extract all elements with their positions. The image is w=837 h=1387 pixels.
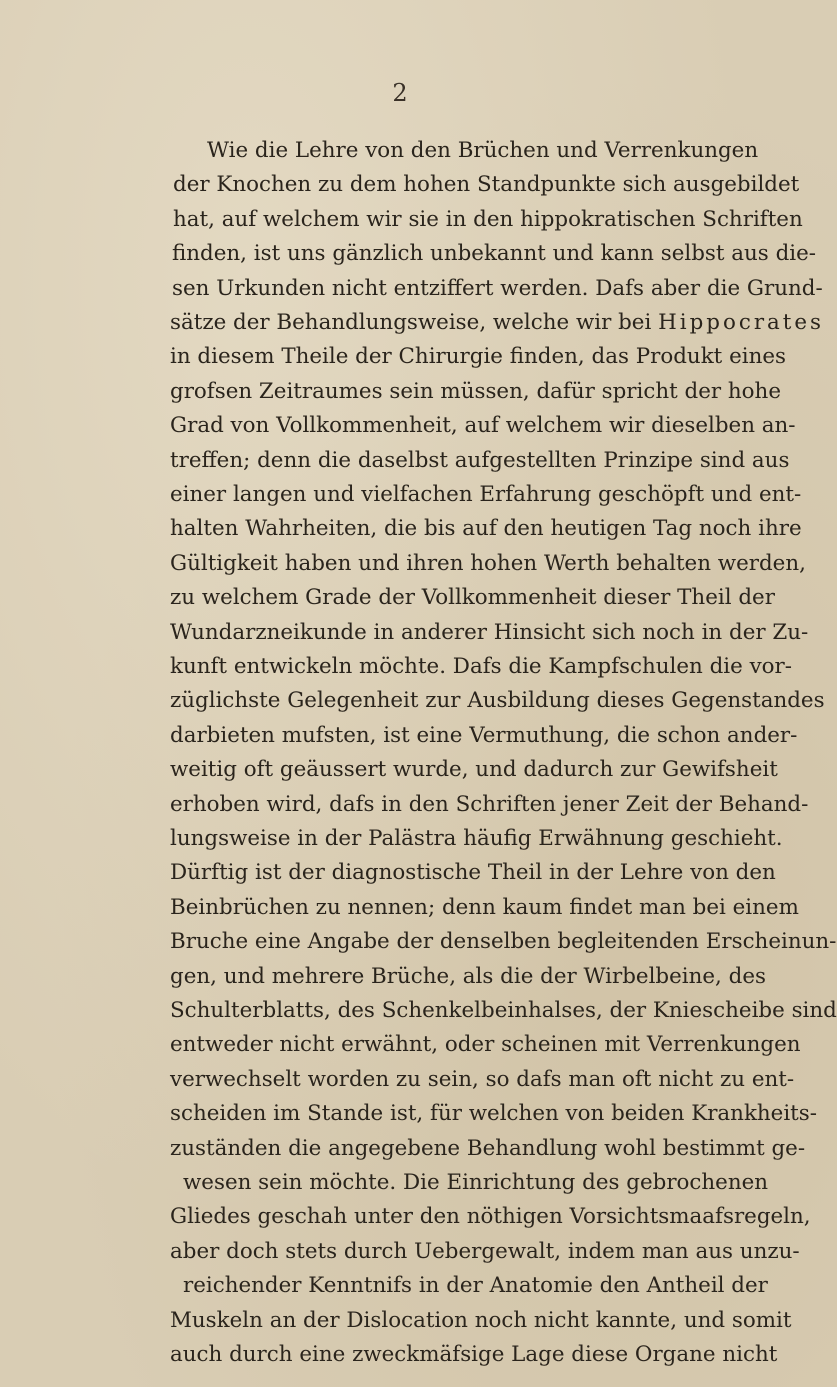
text-line-2: der Knochen zu dem hohen Standpunkte sich ausgebildet xyxy=(173,172,800,198)
text-line-1: Wie die Lehre von den Brüchen und Verrenkungen xyxy=(207,138,759,163)
text-line-3: hat, auf welchem wir sie in den hippokratischen Schriften xyxy=(173,206,803,232)
text-line-26: Schulterblatts, des Schenkelbeinhalses, der Kniescheibe sind xyxy=(170,998,837,1023)
text-line-23: Beinbrüchen zu nennen; denn kaum findet man bei einem xyxy=(170,894,799,920)
text-line-30: zuständen die angegebene Behandlung wohl bestimmt ge- xyxy=(170,1135,806,1161)
text-line-18: darbieten mufsten, ist eine Vermuthung, die schon ander- xyxy=(170,722,798,748)
text-line-6 xyxy=(170,306,824,340)
page-number: 2 xyxy=(392,79,408,107)
text-line-11: einer langen und vielfachen Erfahrung geschöpft und ent- xyxy=(170,482,802,507)
text-line-31: wesen sein möchte. Die Einrichtung des gebrochenen xyxy=(183,1170,769,1195)
text-line-27: entweder nicht erwähnt, oder scheinen mit Verrenkungen xyxy=(170,1032,801,1058)
text-line-35: Muskeln an der Dislocation noch nicht kannte, und somit xyxy=(170,1307,792,1333)
text-line-36: auch durch eine zweckmäfsige Lage diese Organe nicht xyxy=(170,1342,778,1367)
text-line-12: halten Wahrheiten, die bis auf den heutigen Tag noch ihre xyxy=(170,516,802,542)
text-line-10: treffen; denn die daselbst aufgestellten Prinzipe sind aus xyxy=(170,447,790,473)
text-line-34: reichender Kenntnifs in der Anatomie den Antheil der xyxy=(183,1273,768,1299)
text-line-21: lungsweise in der Palästra häufig Erwähnung geschieht. xyxy=(170,826,783,851)
text-line-4: finden, ist uns gänzlich unbekannt und kann selbst aus die- xyxy=(172,241,816,267)
text-line-13: Gültigkeit haben und ihren hohen Werth behalten werden, xyxy=(170,550,806,576)
text-line-17: züglichste Gelegenheit zur Ausbildung dieses Gegenstandes xyxy=(170,688,825,714)
text-line-15: Wundarzneikunde in anderer Hinsicht sich noch in der Zu- xyxy=(170,619,809,645)
text-line-5: sen Urkunden nicht entziffert werden. Dafs aber die Grund- xyxy=(172,275,823,301)
text-line-32: Gliedes geschah unter den nöthigen Vorsichtsmaafsregeln, xyxy=(170,1204,811,1230)
text-line-25: gen, und mehrere Brüche, als die der Wirbelbeine, des xyxy=(170,963,766,989)
text-line-19: weitig oft geäussert wurde, und dadurch zur Gewifsheit xyxy=(170,757,778,783)
text-line-7: in diesem Theile der Chirurgie finden, das Produkt eines xyxy=(170,344,786,370)
text-line-22: Dürftig ist der diagnostische Theil in der Lehre von den xyxy=(170,860,776,886)
author-name-hippocrates: Hippocrates xyxy=(658,310,825,335)
text-line-29: scheiden im Stande ist, für welchen von beiden Krankheits- xyxy=(170,1101,817,1127)
text-line-24: Bruche eine Angabe der denselben begleitenden Erscheinun- xyxy=(170,929,837,955)
text-line-33: aber doch stets durch Uebergewalt, indem man aus unzu- xyxy=(170,1238,800,1264)
text-line-8: grofsen Zeitraumes sein müssen, dafür spricht der hohe xyxy=(170,378,781,404)
text-line-20: erhoben wird, dafs in den Schriften jener Zeit der Behand- xyxy=(170,791,809,817)
text-line-16: kunft entwickeln möchte. Dafs die Kampfschulen die vor- xyxy=(170,654,793,679)
text-line-14: zu welchem Grade der Vollkommenheit dieser Theil der xyxy=(170,585,775,611)
text-line-6-start: sätze der Behandlungsweise, welche wir bei xyxy=(170,310,659,335)
text-line-28: verwechselt worden zu sein, so dafs man oft nicht zu ent- xyxy=(170,1066,795,1092)
text-line-9: Grad von Vollkommenheit, auf welchem wir dieselben an- xyxy=(170,413,796,439)
